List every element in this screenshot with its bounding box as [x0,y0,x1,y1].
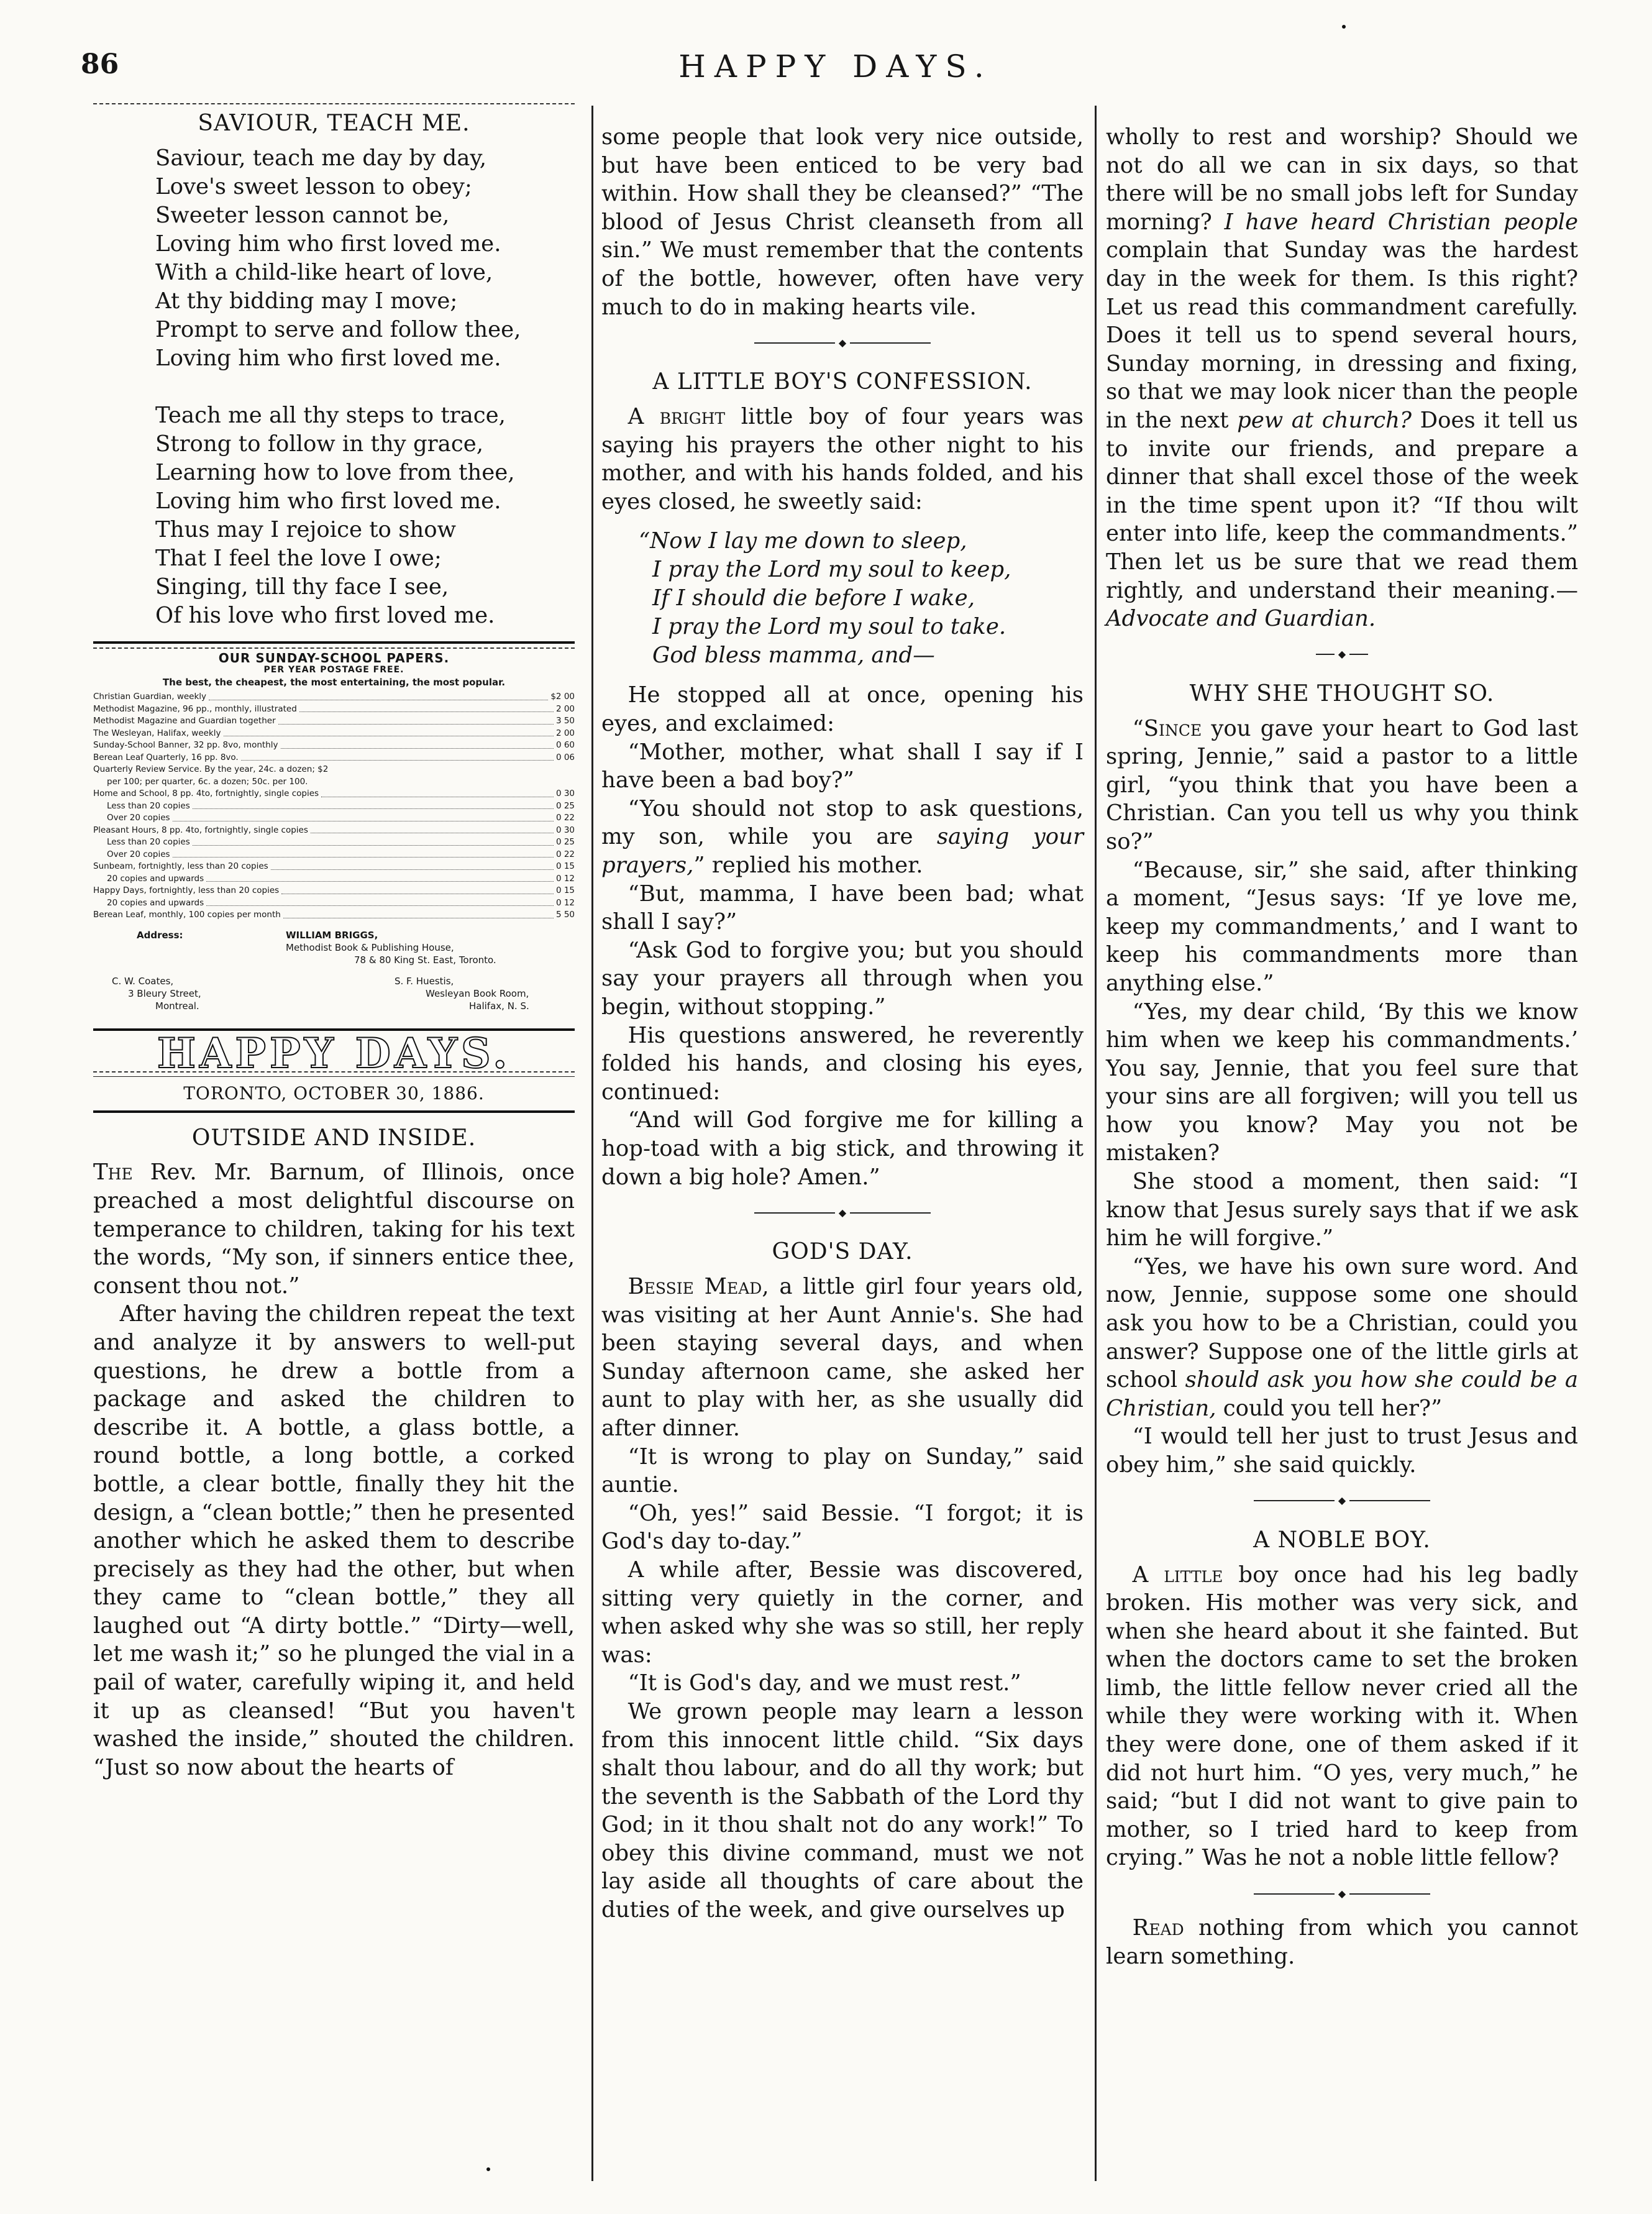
price-row [93,715,575,728]
poem-line: With a child-like heart of love, [155,259,493,285]
divider [93,641,575,644]
dot-leader [193,836,554,846]
price-row [93,873,575,885]
article-paragraph: “Oh, yes!” said Bessie. “I forgot; it is God's day to-day.” [601,1500,1084,1555]
paragraph-text: nothing from which you cannot learn something. [1106,1915,1578,1969]
ornament-divider: ◆ [1106,1486,1578,1515]
paper-price: 0 22 [555,813,575,823]
article-paragraph [601,795,1084,880]
paper-price: 0 30 [555,825,575,835]
papers-subtitle: PER YEAR POSTAGE FREE. [263,665,404,675]
article-title-confession: A LITTLE BOY'S CONFESSION. [652,369,1033,395]
article-paragraph [1106,1561,1578,1873]
dot-leader [283,909,554,918]
paragraph-text: little boy of four years was saying his prayers the other night to his mother, and with his hands folded, and his eyes closed, he sweetly said: [601,404,1084,515]
article-title-noble: A NOBLE BOY. [1253,1527,1431,1553]
paragraph-text: “You should not stop to ask questions, my son, while you are [601,795,1084,850]
paper-name: per 100; per quarter, 6c. a dozen; 50c. per 100. [107,776,308,787]
column-3 [1106,99,1578,1971]
article-paragraph [601,403,1084,516]
dot-leader [206,897,554,907]
source-credit: Advocate and Guardian. [1106,606,1376,632]
paragraph-text: boy once had his leg badly broken. His mother was very sick, and when she heard about it she fainted. But when the doctors came to set the broken limb, the little fellow never cried all the while they were working with it. When they were done, one of them asked if it did not hurt him. “O yes, very much,” he said; “but I did not want to give pain to mother, so I tried hard to keep from crying.” Was he not a noble little fellow? [1106,1562,1578,1871]
paper-price: 2 00 [555,728,575,738]
article-paragraph: “Ask God to forgive you; but you should say your prayers all through when you begin, without stopping.” [601,937,1084,1020]
paper-price: 0 12 [555,873,575,884]
address-line: 78 & 80 King St. East, Toronto. [354,954,496,966]
article-paragraph [1106,1914,1578,1970]
agent-line: Wesleyan Book Room, [426,987,529,999]
price-row [93,764,575,776]
poem-line: Love's sweet lesson to obey; [155,173,472,199]
paper-price: 0 15 [555,861,575,872]
paper-name: Sunday-School Banner, 32 pp. 8vo, monthly [93,740,278,751]
page-number: 86 [81,48,119,80]
paper-name: 20 copies and upwards [107,873,204,884]
lead-word: A bright [627,404,726,430]
agent-montreal [112,975,273,1012]
article-paragraph: “Mother, mother, what shall I say if I have been a bad boy?” [601,739,1084,794]
column-rule-2 [1095,106,1097,2181]
paper-price: 0 25 [555,800,575,811]
lead-word: Read [1132,1915,1184,1941]
paper-name: Happy Days, fortnightly, less than 20 copies [93,885,280,896]
paper-name: Berean Leaf, monthly, 100 copies per month [93,910,281,920]
article-paragraph [93,1158,575,1300]
price-row [93,885,575,897]
paper-price: 0 30 [555,789,575,799]
article-paragraph: After having the children repeat the text and analyze it by answers to well-put questions, he drew a bottle from a package and asked the children to describe it. A bottle, a glass bottle, a round bottle, a long bottle, a corked bottle, a clear bottle, finally they hit the design, a “clean bottle;” then he presented another which he asked them to describe precisely as they had the other, but when they came to “clean bottle,” they all laughed out “A dirty bottle.” “Dirty—well, let me wash it;” so he plunged the vial in a pail of water, carefully wiping it, and held it up as cleansed! “But you haven't washed the inside,” shouted the children. “Just so now about the hearts of [93,1301,575,1780]
price-row [93,691,575,703]
paragraph-text: a little girl four years old, was visiting at her Aunt Annie's. She had been staying several days, and when Sunday afternoon came, she asked her aunt to play with her, as she usually did after dinner. [601,1274,1084,1441]
poem-line: Sweeter lesson cannot be, [155,202,450,228]
lead-word: “Since [1132,715,1202,741]
paper-price: 2 00 [555,703,575,714]
page-title: HAPPY DAYS. [678,48,993,85]
poem-line: Singing, till thy face I see, [155,574,449,600]
paper-name: Sunbeam, fortnightly, less than 20 copies [93,861,268,872]
ornament-divider: ◆ [1106,1878,1578,1908]
poem-line: Prompt to serve and follow thee, [155,316,521,342]
price-row [93,788,575,800]
poem-line: At thy bidding may I move; [155,288,458,314]
poem-line: Thus may I rejoice to show [155,516,457,542]
poem-line: Learning how to love from thee, [155,459,515,485]
dot-leader [278,715,554,725]
article-paragraph [1106,1253,1578,1423]
divider [93,647,575,649]
article-paragraph: “But, mamma, I have been bad; what shall I say?” [601,881,1084,935]
paper-name: Less than 20 copies [107,837,190,848]
price-row [93,849,575,861]
column-rule-1 [591,106,593,2181]
print-speck [486,2167,490,2171]
prayer-line: God bless mamma, and— [652,643,935,669]
agent-name: S. F. Huestis, [395,975,454,987]
paper-name: Quarterly Review Service. By the year, 24c. a dozen; $2 [93,764,329,775]
article-paragraph [1106,715,1578,856]
masthead-title: HAPPY DAYS. [157,1028,511,1077]
divider [93,103,575,104]
price-row [93,800,575,813]
print-speck [1342,25,1346,29]
poem-stanza-1 [93,144,575,630]
page-header [81,48,1590,92]
agent-line: Montreal. [155,1000,199,1012]
lead-word: A little [1132,1562,1223,1588]
prayer-line: I pray the Lord my soul to keep, [652,557,1011,583]
papers-title: OUR SUNDAY-SCHOOL PAPERS. [218,650,450,666]
article-paragraph: “It is God's day, and we must rest.” [627,1670,1021,1696]
paper-name: Christian Guardian, weekly [93,692,207,702]
article-paragraph: His questions answered, he reverently folded his hands, and closing his eyes, continued: [601,1022,1084,1105]
address-block [93,929,575,1012]
poem-title: SAVIOUR, TEACH ME. [198,111,470,136]
ornament-divider: ◆ [601,327,1084,357]
price-row [93,897,575,910]
paragraph-text: complain that Sunday was the hardest day in the week for them. Is this right? Let us read this commandment carefully. Does it tell us to spend several hours, Sunday morning, in dressing and fixing, so that we may look nicer than the people in the next [1106,237,1578,433]
dot-leader [241,752,554,761]
column-2 [601,99,1084,1924]
dot-leader [193,800,554,810]
prayer-line: If I should die before I wake, [652,585,975,611]
poem-line: Of his love who first loved me. [155,602,495,628]
dot-leader [173,849,554,858]
paper-name: Berean Leaf Quarterly, 16 pp. 8vo. [93,752,239,762]
price-row [93,909,575,922]
article-title-why: WHY SHE THOUGHT SO. [1189,680,1495,707]
ornament-divider: ◆ [601,1197,1084,1227]
poem-line: That I feel the love I owe; [155,545,442,571]
address-line: Methodist Book & Publishing House, [286,941,454,953]
article-paragraph: “I would tell her just to trust Jesus and obey him,” she said quickly. [1106,1424,1578,1478]
paper-name: Home and School, 8 pp. 4to, fortnightly, single copies [93,789,319,799]
dateline: TORONTO, OCTOBER 30, 1886. [183,1083,485,1104]
lead-word: The [93,1160,133,1186]
paragraph-text: could you tell her?” [1223,1395,1443,1421]
dot-leader [281,885,554,894]
article-paragraph: A while after, Bessie was discovered, sitting very quietly in the corner, and when asked why she was so still, her reply was: [601,1557,1084,1668]
paper-price: 0 06 [555,752,575,762]
poem-line: Loving him who first loved me. [155,345,501,371]
agent-halifax [395,975,556,1012]
price-row [93,703,575,716]
emphasis-text: pew at church? [1237,407,1412,433]
emphasis-text: saying your prayers, [601,824,1084,878]
paper-price: 0 60 [555,740,575,751]
poem-line: Strong to follow in thy grace, [155,431,483,457]
article-paragraph: She stood a moment, then said: “I know that Jesus surely says that if we ask him he will forgive.” [1106,1169,1578,1251]
article-paragraph: “It is wrong to play on Sunday,” said auntie. [601,1443,1084,1498]
article-title-outside: OUTSIDE AND INSIDE. [191,1125,477,1151]
paper-name: The Wesleyan, Halifax, weekly [93,728,221,738]
agent-line: 3 Bleury Street, [128,987,201,999]
poem-line: Saviour, teach me day by day, [155,145,487,171]
dot-leader [206,873,554,882]
price-row [93,752,575,764]
paper-price: 0 12 [555,897,575,908]
sunday-school-papers-ad [93,652,575,1012]
price-row [93,728,575,740]
poem-line: Loving him who first loved me. [155,488,501,514]
price-row [93,861,575,873]
prayer-line: I pray the Lord my soul to take. [652,614,1006,640]
paper-price: 0 15 [555,885,575,896]
price-row [93,776,575,789]
dot-leader [209,691,548,700]
paper-name: 20 copies and upwards [107,897,204,908]
paper-name: Over 20 copies [107,813,170,823]
column-1 [93,99,575,1782]
agent-line: Halifax, N. S. [469,1000,529,1012]
article-title-godsday: GOD'S DAY. [772,1239,913,1265]
paper-price: 3 50 [555,716,575,726]
price-row [93,812,575,825]
price-row [93,825,575,837]
article-paragraph: We grown people may learn a lesson from this innocent little child. “Six days shalt thou labour, and do all thy work; but the seventh is the Sabbath of the Lord thy God; in it thou shalt not do any work!” To obey this divine command, must we not lay aside all thoughts of care about the duties of the week, and give ourselves up [601,1698,1084,1923]
article-paragraph: “Yes, my dear child, ‘By this we know him when we keep his commandments.’ You say, Jennie, that you feel sure that your sins are all forgiven; will you tell us how you know? May you not be mistaken? [1106,999,1578,1166]
article-paragraph: some people that look very nice outside, but have been enticed to be very bad within. How shall they be cleansed?” “The blood of Jesus Christ cleanseth from all sin.” We must remember that the contents of the bottle, however, often have very much to do in making hearts vile. [601,124,1084,320]
paragraph-text: wholly to rest and worship? Should we not do all we can in six days, so that there will be no small jobs left for Sunday morning? [1106,124,1578,235]
dot-leader [299,703,554,713]
lead-word: Bessie Mead, [627,1274,769,1299]
poem-line: Loving him who first loved me. [155,231,501,257]
prayer-line: “Now I lay me down to sleep, [639,528,967,554]
papers-description: The best, the cheapest, the most entertaining, the most popular. [162,676,506,688]
paragraph-text: Rev. Mr. Barnum, of Illinois, once preached a most delightful discourse on temperance to children, taking for his text the words, “My son, if sinners entice thee, consent thou not.” [93,1160,575,1299]
paragraph-text: ” replied his mother. [693,852,923,878]
price-row [93,836,575,849]
article-paragraph [1106,123,1578,633]
divider [93,1110,575,1113]
dot-leader [224,728,554,737]
article-paragraph: “And will God forgive me for killing a hop-toad with a big stick, and throwing it down a big hole? Amen.” [601,1107,1084,1190]
article-paragraph: “Because, sir,” she said, after thinking a moment, “Jesus says: ‘If ye love me, keep my commandments,’ and I want to keep his commandments more than anything else.” [1106,857,1578,996]
ornament-divider: ◆ [1106,639,1578,669]
dot-leader [173,812,554,821]
prayer-verse [601,527,1084,670]
article-paragraph [601,1273,1084,1443]
paper-price: 5 50 [555,910,575,920]
paper-name: Over 20 copies [107,849,170,859]
paper-name: Methodist Magazine, 96 pp., monthly, illustrated [93,703,297,714]
paper-price: $2 00 [550,692,575,702]
paragraph-text: Does it tell us to invite our friends, and prepare a dinner that shall excel those of the week in the time spent upon it? “If thou wilt enter into life, keep the commandments.” Then let us be sure that we read them rightly, and understand their meaning.— [1106,407,1578,603]
address-label: Address: [137,929,183,941]
dot-leader [311,825,554,834]
dot-leader [281,739,554,749]
price-list [93,691,575,922]
price-row [93,739,575,752]
paper-price: 0 25 [555,837,575,848]
agent-name: C. W. Coates, [112,975,174,987]
paragraph-text: you gave your heart to God last spring, Jennie,” said a pastor to a little girl, “you think that you have been a Christian. Can you tell us why you think so?” [1106,715,1578,854]
dot-leader [271,861,554,870]
paper-name: Methodist Magazine and Guardian together [93,716,276,726]
article-paragraph: He stopped all at once, opening his eyes, and exclaimed: [601,682,1084,737]
paragraph-text: “Yes, we have his own sure word. And now, Jennie, suppose some one should ask you how to be a Christian, could you answer? Suppose one of the little girls at school [1106,1253,1578,1393]
poem-line: Teach me all thy steps to trace, [155,402,506,428]
address-name: WILLIAM BRIGGS, [286,929,378,941]
dot-leader [321,788,554,797]
paper-price: 0 22 [555,849,575,859]
paper-name: Less than 20 copies [107,800,190,811]
emphasis-text: should ask you how she could be a Christian, [1106,1367,1578,1421]
emphasis-text: I have heard Christian people [1224,209,1578,235]
paper-name: Pleasant Hours, 8 pp. 4to, fortnightly, single copies [93,825,308,835]
